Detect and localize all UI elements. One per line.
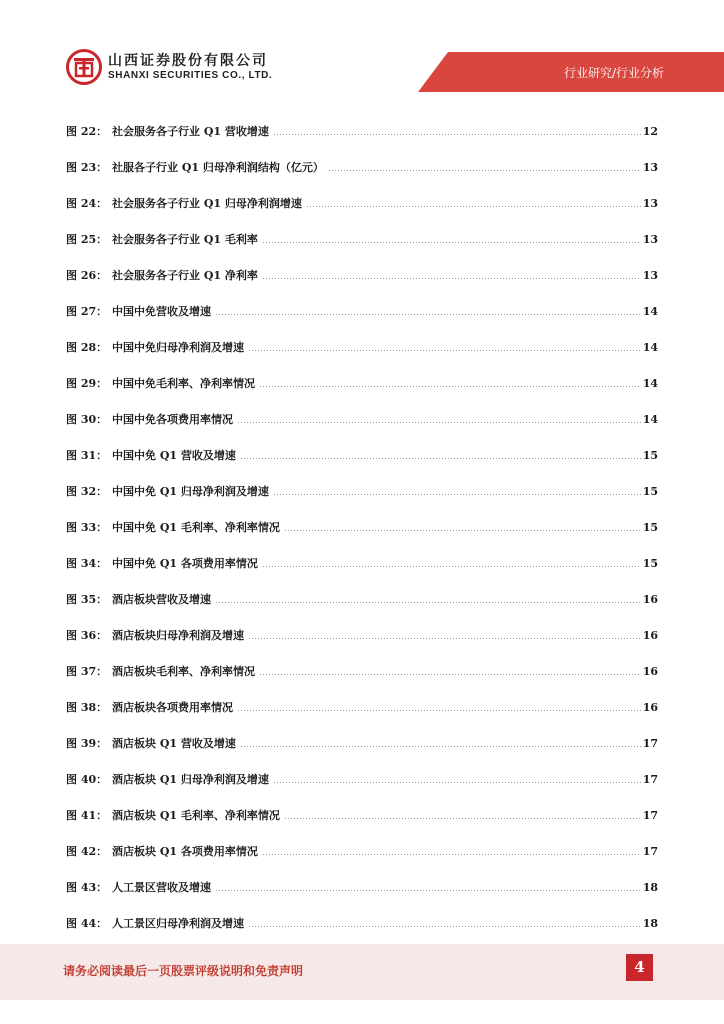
- figure-number: 图 35：: [66, 593, 108, 606]
- figure-page-number: 16: [642, 592, 658, 606]
- toc-entry[interactable]: [66, 869, 658, 905]
- figure-page-number: 14: [642, 340, 658, 354]
- figure-page-number: 17: [642, 844, 658, 858]
- dot-leader: [240, 746, 641, 747]
- figure-page-number: 12: [642, 124, 658, 138]
- toc-entry[interactable]: [66, 257, 658, 293]
- figure-page-number: 15: [642, 448, 658, 462]
- figure-number: 图 29：: [66, 377, 108, 390]
- toc-entry[interactable]: [66, 365, 658, 401]
- figure-title: 中国中免各项费用率情况: [112, 413, 233, 426]
- toc-entry[interactable]: [66, 905, 658, 941]
- dot-leader: [306, 206, 641, 207]
- figure-number: 图 34：: [66, 557, 108, 570]
- toc-entry[interactable]: [66, 689, 658, 725]
- toc-entry[interactable]: [66, 509, 658, 545]
- figure-title: 社会服务各子行业 Q1 营收增速: [112, 125, 269, 138]
- dot-leader: [248, 638, 641, 639]
- toc-entry[interactable]: [66, 797, 658, 833]
- figure-page-number: 18: [642, 916, 658, 930]
- figure-title: 中国中免 Q1 营收及增速: [112, 449, 236, 462]
- figure-page-number: 14: [642, 376, 658, 390]
- figure-number: 图 23：: [66, 161, 108, 174]
- figure-title: 人工景区营收及增速: [112, 881, 211, 894]
- figure-number: 图 30：: [66, 413, 108, 426]
- dot-leader: [262, 854, 641, 855]
- dot-leader: [284, 818, 641, 819]
- figure-page-number: 15: [642, 520, 658, 534]
- figure-number: 图 36：: [66, 629, 108, 642]
- dot-leader: [262, 278, 641, 279]
- figure-title: 酒店板块 Q1 各项费用率情况: [112, 845, 258, 858]
- toc-entry[interactable]: [66, 437, 658, 473]
- figure-list: [66, 113, 658, 941]
- figure-number: 图 42：: [66, 845, 108, 858]
- company-name-cn: 山西证券股份有限公司: [108, 53, 268, 69]
- figure-title: 中国中免毛利率、净利率情况: [112, 377, 255, 390]
- figure-page-number: 17: [642, 736, 658, 750]
- toc-entry[interactable]: [66, 149, 658, 185]
- toc-entry[interactable]: [66, 113, 658, 149]
- figure-number: 图 27：: [66, 305, 108, 318]
- toc-entry[interactable]: [66, 581, 658, 617]
- toc-entry[interactable]: [66, 617, 658, 653]
- figure-page-number: 14: [642, 304, 658, 318]
- figure-page-number: 15: [642, 484, 658, 498]
- figure-number: 图 28：: [66, 341, 108, 354]
- figure-page-number: 17: [642, 808, 658, 822]
- figure-title: 酒店板块营收及增速: [112, 593, 211, 606]
- dot-leader: [262, 242, 641, 243]
- report-category: 行业研究/行业分析: [563, 66, 664, 80]
- figure-number: 图 24：: [66, 197, 108, 210]
- toc-entry[interactable]: [66, 545, 658, 581]
- figure-page-number: 17: [642, 772, 658, 786]
- figure-page-number: 13: [642, 196, 658, 210]
- toc-entry[interactable]: [66, 761, 658, 797]
- toc-entry[interactable]: [66, 725, 658, 761]
- company-name-en: SHANXI SECURITIES CO., LTD.: [108, 70, 273, 81]
- dot-leader: [259, 674, 641, 675]
- toc-entry[interactable]: [66, 401, 658, 437]
- figure-title: 酒店板块归母净利润及增速: [112, 629, 244, 642]
- figure-number: 图 25：: [66, 233, 108, 246]
- dot-leader: [248, 350, 641, 351]
- figure-title: 社会服务各子行业 Q1 归母净利润增速: [112, 197, 302, 210]
- dot-leader: [248, 926, 641, 927]
- toc-entry[interactable]: [66, 293, 658, 329]
- figure-title: 酒店板块毛利率、净利率情况: [112, 665, 255, 678]
- figure-page-number: 16: [642, 628, 658, 642]
- figure-title: 人工景区归母净利润及增速: [112, 917, 244, 930]
- figure-title: 酒店板块 Q1 营收及增速: [112, 737, 236, 750]
- dot-leader: [273, 134, 641, 135]
- toc-entry[interactable]: [66, 329, 658, 365]
- dot-leader: [237, 422, 641, 423]
- figure-page-number: 13: [642, 268, 658, 282]
- dot-leader: [328, 170, 641, 171]
- dot-leader: [215, 602, 641, 603]
- dot-leader: [273, 782, 641, 783]
- dot-leader: [215, 314, 641, 315]
- figure-page-number: 14: [642, 412, 658, 426]
- page-number: 4: [626, 954, 653, 981]
- toc-entry[interactable]: [66, 833, 658, 869]
- figure-title: 社会服务各子行业 Q1 净利率: [112, 269, 258, 282]
- figure-page-number: 13: [642, 232, 658, 246]
- figure-page-number: 13: [642, 160, 658, 174]
- figure-number: 图 43：: [66, 881, 108, 894]
- figure-number: 图 32：: [66, 485, 108, 498]
- toc-entry[interactable]: [66, 185, 658, 221]
- dot-leader: [215, 890, 641, 891]
- figure-number: 图 40：: [66, 773, 108, 786]
- toc-entry[interactable]: [66, 221, 658, 257]
- dot-leader: [284, 530, 641, 531]
- figure-title: 中国中免 Q1 各项费用率情况: [112, 557, 258, 570]
- figure-title: 社会服务各子行业 Q1 毛利率: [112, 233, 258, 246]
- toc-entry[interactable]: [66, 473, 658, 509]
- figure-page-number: 16: [642, 700, 658, 714]
- figure-page-number: 15: [642, 556, 658, 570]
- toc-entry[interactable]: [66, 653, 658, 689]
- figure-number: 图 37：: [66, 665, 108, 678]
- figure-number: 图 44：: [66, 917, 108, 930]
- figure-title: 社服各子行业 Q1 归母净利润结构（亿元）: [112, 161, 324, 174]
- figure-title: 酒店板块 Q1 毛利率、净利率情况: [112, 809, 280, 822]
- figure-number: 图 22：: [66, 125, 108, 138]
- figure-title: 中国中免营收及增速: [112, 305, 211, 318]
- page-header: [0, 0, 724, 100]
- figure-number: 图 41：: [66, 809, 108, 822]
- dot-leader: [259, 386, 641, 387]
- dot-leader: [262, 566, 641, 567]
- figure-title: 中国中免归母净利润及增速: [112, 341, 244, 354]
- company-logo-icon: [66, 49, 102, 85]
- dot-leader: [273, 494, 641, 495]
- disclaimer-notice: 请务必阅读最后一页股票评级说明和免责声明: [63, 964, 304, 978]
- dot-leader: [237, 710, 641, 711]
- page-footer: [0, 944, 724, 1000]
- figure-number: 图 39：: [66, 737, 108, 750]
- figure-number: 图 33：: [66, 521, 108, 534]
- figure-page-number: 16: [642, 664, 658, 678]
- figure-number: 图 31：: [66, 449, 108, 462]
- figure-title: 中国中免 Q1 归母净利润及增速: [112, 485, 269, 498]
- figure-title: 中国中免 Q1 毛利率、净利率情况: [112, 521, 280, 534]
- figure-number: 图 26：: [66, 269, 108, 282]
- figure-title: 酒店板块各项费用率情况: [112, 701, 233, 714]
- figure-title: 酒店板块 Q1 归母净利润及增速: [112, 773, 269, 786]
- figure-number: 图 38：: [66, 701, 108, 714]
- figure-page-number: 18: [642, 880, 658, 894]
- dot-leader: [240, 458, 641, 459]
